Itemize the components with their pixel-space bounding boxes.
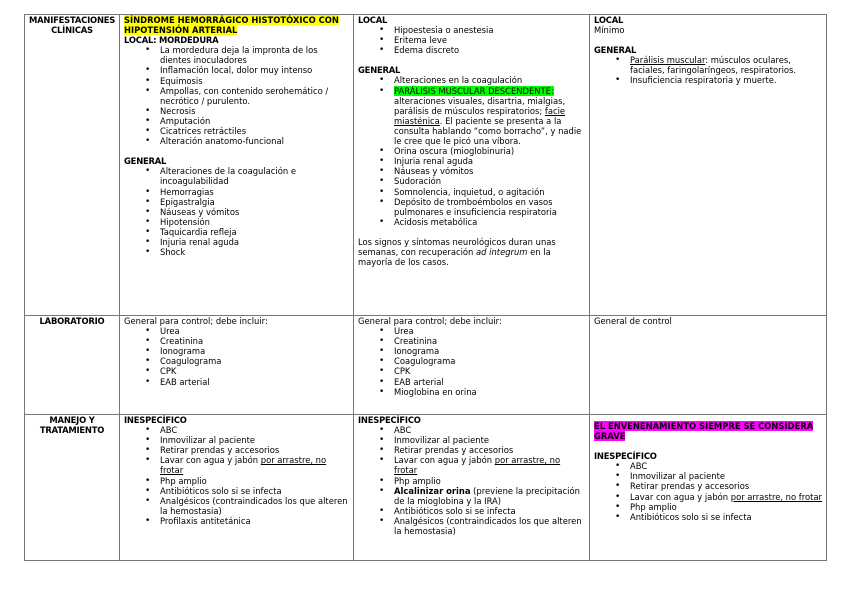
local-text: Mínimo xyxy=(594,25,625,36)
list-item: • Alteración anatomo-funcional xyxy=(124,136,349,146)
list-item: • Inmovilizar al paciente xyxy=(358,435,585,445)
list-item: • Parálisis muscular: músculos oculares, faciales, faringolaríngeos, respiratorios. xyxy=(594,55,822,75)
list-item: • Hipotensión xyxy=(124,217,349,227)
list-item: • Coagulograma xyxy=(124,356,349,366)
general-list xyxy=(594,55,822,85)
lab-list xyxy=(124,326,349,387)
list-item: • Php amplio xyxy=(594,502,822,512)
general-heading: GENERAL xyxy=(358,65,401,76)
list-item: • Php amplio xyxy=(358,476,585,486)
local-list xyxy=(358,25,585,55)
clinical-table xyxy=(24,14,827,561)
list-item: • Injuria renal aguda xyxy=(358,156,585,166)
row-header-manifestaciones: MANIFESTACIONES CLÍNICAS xyxy=(25,15,120,316)
list-item: • CPK xyxy=(358,366,585,376)
row-manejo xyxy=(25,415,827,561)
cell-manifestaciones-col3 xyxy=(590,15,827,316)
list-item: • Eritema leve xyxy=(358,35,585,45)
list-item: • La mordedura deja la impronta de los dientes inoculadores xyxy=(124,45,349,65)
list-item: • Injuria renal aguda xyxy=(124,237,349,247)
lab-intro: General para control; debe incluir: xyxy=(124,316,268,326)
manejo-list-a xyxy=(124,425,349,455)
manejo-list-mid xyxy=(358,455,585,505)
list-item: • Urea xyxy=(358,326,585,336)
list-item: • Ionograma xyxy=(124,346,349,356)
general-list-rest xyxy=(358,146,585,227)
grave-warning: EL ENVENENAMIENTO SIEMPRE SE CONSIDERA GRAVE xyxy=(594,421,814,442)
list-item: • Profilaxis antitetánica xyxy=(124,516,349,526)
list-item: • Coagulograma xyxy=(358,356,585,366)
manejo-list-b xyxy=(358,506,585,536)
local-list xyxy=(124,45,349,146)
list-item: • Amputación xyxy=(124,116,349,126)
list-item-paralisis xyxy=(358,86,585,96)
lab-list xyxy=(358,326,585,397)
cell-laboratorio-col2 xyxy=(354,316,590,415)
list-item: • Edema discreto xyxy=(358,45,585,55)
general-heading: GENERAL xyxy=(124,156,167,167)
list-item: • Creatinina xyxy=(358,336,585,346)
syndrome-title: SÍNDROME HEMORRÁGICO HISTOTÓXICO CON HIPOTENSIÓN ARTERIAL xyxy=(124,15,339,36)
list-item: • Retirar prendas y accesorios xyxy=(124,445,349,455)
list-item: • Equimosis xyxy=(124,76,349,86)
list-item: • Php amplio xyxy=(124,476,349,486)
list-item: • Lavar con agua y jabón por arrastre, no frotar xyxy=(358,455,585,475)
paralisis-description: alteraciones visuales, disartria, mialgias, parálisis de músculos respiratorios; facie miasténica. El paciente se presenta a la consulta hablando “como borracho”, y nadie le cree que le picó una víbora. xyxy=(394,95,582,147)
list-item: • Inflamación local, dolor muy intenso xyxy=(124,65,349,75)
list-item: • Depósito de tromboémbolos en vasos pulmonares e insuficiencia respiratoria xyxy=(358,197,585,217)
cell-manifestaciones-col2 xyxy=(354,15,590,316)
list-item: • Analgésicos (contraindicados los que alteren la hemostasia) xyxy=(124,496,349,516)
cell-laboratorio-col3: General de control xyxy=(590,316,827,415)
list-item: • Necrosis xyxy=(124,106,349,116)
list-item: • ABC xyxy=(594,461,822,471)
cell-laboratorio-col1 xyxy=(120,316,354,415)
row-manifestaciones xyxy=(25,15,827,316)
list-item: • Antibióticos solo si se infecta xyxy=(124,486,349,496)
manejo-list-b xyxy=(594,502,822,522)
list-item: • Mioglobina en orina xyxy=(358,387,585,397)
list-item: • Retirar prendas y accesorios xyxy=(358,445,585,455)
list-item: • Creatinina xyxy=(124,336,349,346)
row-laboratorio xyxy=(25,316,827,415)
list-item: • EAB arterial xyxy=(358,377,585,387)
list-item: • Alteraciones en la coagulación xyxy=(358,75,585,85)
lab-intro: General para control; debe incluir: xyxy=(358,316,502,326)
list-item: • Acidosis metabólica xyxy=(358,217,585,227)
cell-manifestaciones-col1 xyxy=(120,15,354,316)
list-item: • Ampollas, con contenido serohemático / necrótico / purulento. xyxy=(124,86,349,106)
cell-manejo-col3 xyxy=(590,415,827,561)
list-item: • Antibióticos solo si se infecta xyxy=(594,512,822,522)
list-item: • Epigastralgia xyxy=(124,197,349,207)
inespecifico-heading: INESPECÍFICO xyxy=(594,451,657,462)
list-item: • Orina oscura (mioglobinuria) xyxy=(358,146,585,156)
neuro-footnote: Los signos y síntomas neurológicos duran unas semanas, con recuperación ad integrum en la mayoría de los casos. xyxy=(358,236,556,268)
manejo-list-a xyxy=(594,461,822,491)
list-item: • Lavar con agua y jabón por arrastre, no frotar xyxy=(124,455,349,475)
inespecifico-heading: INESPECÍFICO xyxy=(124,415,187,425)
list-item: • Hemorragias xyxy=(124,187,349,197)
list-item: • CPK xyxy=(124,366,349,376)
local-heading: LOCAL xyxy=(358,15,388,25)
list-item: • Cicatrices retráctiles xyxy=(124,126,349,136)
general-list xyxy=(124,166,349,257)
list-item: • EAB arterial xyxy=(124,377,349,387)
list-item: • Inmovilizar al paciente xyxy=(124,435,349,445)
row-header-laboratorio: LABORATORIO xyxy=(25,316,120,415)
list-item: • Urea xyxy=(124,326,349,336)
list-item: • Náuseas y vómitos xyxy=(124,207,349,217)
list-item: • Antibióticos solo si se infecta xyxy=(358,506,585,516)
list-item: • Insuficiencia respiratoria y muerte. xyxy=(594,75,822,85)
list-item: • ABC xyxy=(358,425,585,435)
cell-manejo-col1 xyxy=(120,415,354,561)
list-item: • Lavar con agua y jabón por arrastre, no frotar xyxy=(594,492,822,502)
general-list-head xyxy=(358,75,585,95)
row-header-manejo: MANEJO Y TRATAMIENTO xyxy=(25,415,120,561)
manejo-list-lavar xyxy=(594,492,822,502)
list-item: • Alteraciones de la coagulación e incoagulabilidad xyxy=(124,166,349,186)
list-item: • Náuseas y vómitos xyxy=(358,166,585,176)
list-item: • Taquicardia refleja xyxy=(124,227,349,237)
cell-manejo-col2 xyxy=(354,415,590,561)
paralisis-title: PARÁLISIS MUSCULAR DESCENDENTE: xyxy=(394,85,554,96)
list-item: • Retirar prendas y accesorios xyxy=(594,481,822,491)
local-heading: LOCAL: MORDEDURA xyxy=(124,35,219,46)
local-heading: LOCAL xyxy=(594,15,624,25)
list-item: • Inmovilizar al paciente xyxy=(594,471,822,481)
list-item: • ABC xyxy=(124,425,349,435)
manejo-list-lavar xyxy=(124,455,349,475)
list-item: • Sudoración xyxy=(358,176,585,186)
list-item: • Somnolencia, inquietud, o agitación xyxy=(358,187,585,197)
inespecifico-heading: INESPECÍFICO xyxy=(358,415,421,425)
list-item-alcalinizar: • Alcalinizar orina (previene la precipitación de la mioglobina y la IRA) xyxy=(358,486,585,506)
list-item: • Hipoestesia o anestesia xyxy=(358,25,585,35)
list-item: • Ionograma xyxy=(358,346,585,356)
manejo-list-a xyxy=(358,425,585,455)
list-item: • Analgésicos (contraindicados los que alteren la hemostasia) xyxy=(358,516,585,536)
general-heading: GENERAL xyxy=(594,45,637,56)
manejo-list-b xyxy=(124,476,349,526)
list-item: • Shock xyxy=(124,247,349,257)
